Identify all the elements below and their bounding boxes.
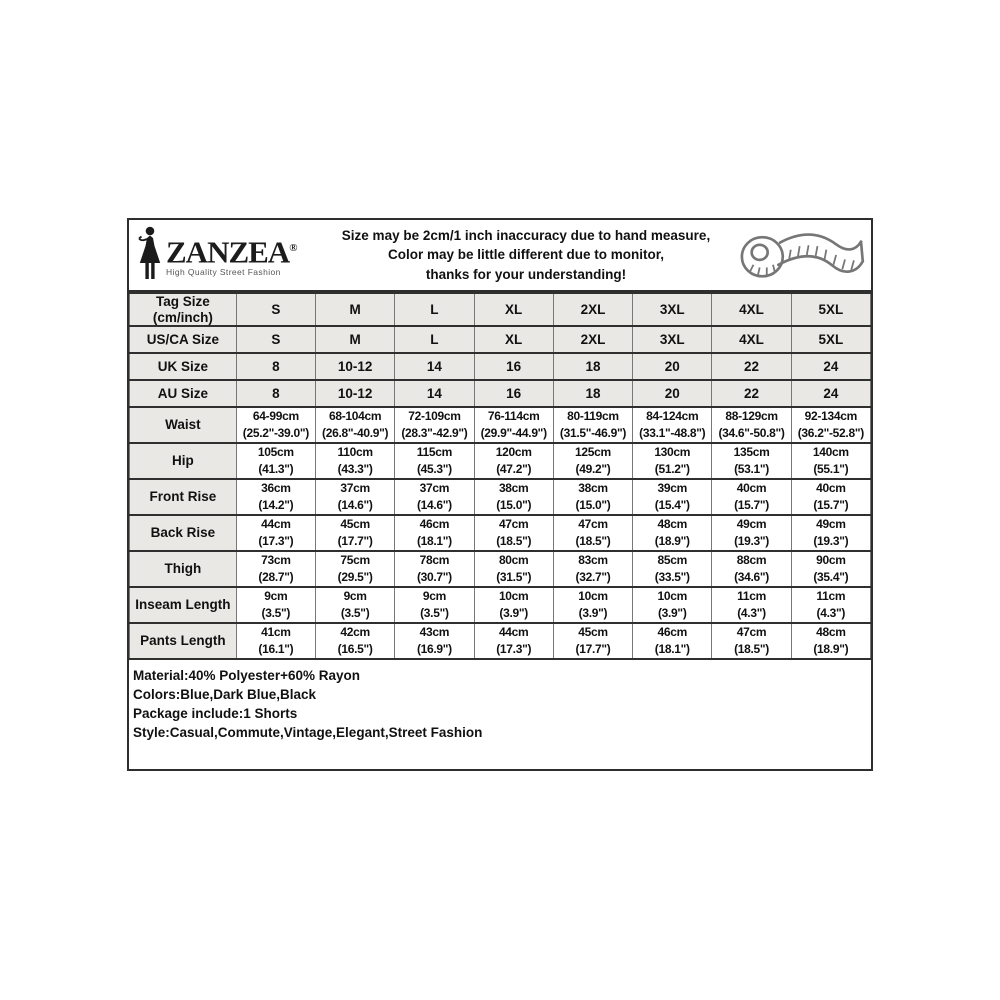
table-cell (236, 443, 315, 479)
cell-inch-value: (32.7") (575, 570, 611, 585)
table-cell: 5XL (791, 326, 870, 353)
cell-cm-value: 49cm (736, 517, 767, 532)
cell-inch-value: (29.9"-44.9") (480, 426, 547, 441)
cell-inch-value: (31.5") (496, 570, 532, 585)
table-cell: 10-12 (315, 380, 394, 407)
row-label (130, 587, 237, 623)
table-cell: 24 (791, 353, 870, 380)
table-cell: 3XL (633, 293, 712, 326)
table-row-uk-size (130, 353, 871, 380)
cell-inch-value: (3.9") (499, 606, 528, 621)
cell-inch-value: (33.1"-48.8") (639, 426, 706, 441)
table-row-us-ca-size (130, 326, 871, 353)
table-cell: 16 (474, 353, 553, 380)
cell-inch-value: (18.5") (575, 534, 611, 549)
table-cell (474, 515, 553, 551)
cell-cm-value: 68-104cm (328, 409, 382, 424)
cell-cm-value: 10cm (498, 589, 529, 604)
table-cell (553, 515, 632, 551)
table-cell (633, 551, 712, 587)
table-cell (474, 479, 553, 515)
row-label-text: AU Size (157, 385, 208, 401)
size-chart-table (129, 292, 871, 660)
table-cell (712, 587, 791, 623)
cell-cm-value: 42cm (340, 625, 370, 640)
table-cell: 8 (236, 380, 315, 407)
row-label-text: UK Size (157, 358, 208, 374)
cell-inch-value: (34.6"-50.8") (718, 426, 785, 441)
cell-cm-value: 105cm (257, 445, 294, 460)
row-label (130, 515, 237, 551)
table-cell (553, 443, 632, 479)
cell-cm-value: 80-119cm (567, 409, 619, 424)
tape-measure-icon (723, 223, 871, 287)
table-cell (712, 551, 791, 587)
cell-inch-value: (43.3") (337, 462, 373, 477)
woman-silhouette-icon (136, 226, 163, 284)
table-cell: 24 (791, 380, 870, 407)
cell-inch-value: (17.7") (337, 534, 373, 549)
cell-cm-value: 11cm (737, 589, 766, 604)
cell-inch-value: (3.9") (578, 606, 608, 621)
table-cell (633, 587, 712, 623)
cell-cm-value: 130cm (654, 445, 691, 460)
cell-cm-value: 41cm (261, 625, 291, 640)
cell-cm-value: 64-99cm (252, 409, 299, 424)
table-cell (315, 623, 394, 659)
row-label (130, 623, 237, 659)
cell-inch-value: (18.1") (416, 534, 452, 549)
cell-cm-value: 37cm (340, 481, 370, 496)
table-cell (791, 551, 870, 587)
row-label (130, 443, 237, 479)
row-label (130, 551, 237, 587)
table-cell (315, 515, 394, 551)
registered-mark: ® (289, 241, 298, 254)
table-cell (791, 587, 870, 623)
cell-inch-value: (15.7") (813, 498, 849, 513)
table-cell (474, 443, 553, 479)
table-row-tag-size (130, 293, 871, 326)
cell-cm-value: 83cm (578, 553, 608, 568)
table-cell (633, 407, 712, 443)
cell-cm-value: 49cm (816, 517, 846, 532)
row-label-text: Inseam Length (135, 597, 231, 613)
row-label (130, 380, 237, 407)
cell-inch-value: (18.5") (734, 642, 769, 657)
brand-logo (129, 226, 329, 284)
table-cell (553, 587, 632, 623)
cell-inch-value: (26.8"-40.9") (322, 426, 389, 441)
table-cell: XL (474, 326, 553, 353)
cell-cm-value: 120cm (495, 445, 532, 460)
cell-cm-value: 45cm (340, 517, 370, 532)
row-label-text: Front Rise (149, 489, 217, 505)
table-cell (791, 623, 870, 659)
row-label (130, 326, 237, 353)
table-cell (633, 479, 712, 515)
cell-inch-value: (15.4") (654, 498, 690, 513)
table-cell (633, 515, 712, 551)
table-cell: XL (474, 293, 553, 326)
table-cell (236, 515, 315, 551)
cell-cm-value: 73cm (261, 553, 291, 568)
cell-inch-value: (51.2") (654, 462, 690, 477)
table-cell (553, 479, 632, 515)
table-cell: 22 (712, 353, 791, 380)
cell-cm-value: 44cm (498, 625, 529, 640)
table-cell: S (236, 293, 315, 326)
table-cell (712, 515, 791, 551)
cell-cm-value: 37cm (419, 481, 450, 496)
cell-inch-value: (16.1") (258, 642, 294, 657)
cell-cm-value: 40cm (816, 481, 846, 496)
cell-inch-value: (17.3") (258, 534, 294, 549)
table-cell (553, 551, 632, 587)
table-cell (395, 515, 474, 551)
table-cell: 16 (474, 380, 553, 407)
cell-inch-value: (14.6") (337, 498, 373, 513)
table-cell (791, 443, 870, 479)
cell-inch-value: (47.2") (496, 462, 532, 477)
row-label-text: Thigh (164, 561, 202, 577)
cell-inch-value: (18.9") (813, 642, 849, 657)
product-notes (129, 660, 871, 742)
cell-inch-value: (14.2") (258, 498, 294, 513)
table-cell: 18 (553, 353, 632, 380)
table-cell (395, 407, 474, 443)
disclaimer-line-1: Size may be 2cm/1 inch inaccuracy due to hand measure, (341, 227, 711, 243)
table-cell: S (236, 326, 315, 353)
table-cell (315, 479, 394, 515)
row-label-subtext: (cm/inch) (152, 309, 213, 325)
cell-cm-value: 78cm (419, 553, 450, 568)
table-cell (395, 623, 474, 659)
cell-inch-value: (18.1") (654, 642, 690, 657)
brand-tagline: High Quality Street Fashion (166, 267, 281, 278)
table-cell (236, 623, 315, 659)
cell-inch-value: (19.3") (813, 534, 849, 549)
cell-inch-value: (19.3") (734, 534, 769, 549)
cell-inch-value: (16.9") (416, 642, 452, 657)
cell-inch-value: (3.5") (420, 606, 449, 621)
disclaimer-line-3: thanks for your understanding! (425, 266, 627, 282)
cell-cm-value: 90cm (816, 553, 846, 568)
table-cell (712, 443, 791, 479)
table-cell: 2XL (553, 326, 632, 353)
cell-cm-value: 135cm (733, 445, 770, 460)
cell-cm-value: 43cm (419, 625, 450, 640)
table-cell: 14 (395, 353, 474, 380)
row-label (130, 293, 237, 326)
table-row-hip (130, 443, 871, 479)
cell-inch-value: (35.4") (813, 570, 849, 585)
cell-inch-value: (41.3") (258, 462, 294, 477)
cell-cm-value: 76-114cm (487, 409, 540, 424)
table-cell (236, 407, 315, 443)
note-style: Style:Casual,Commute,Vintage,Elegant,Street Fashion (133, 725, 483, 741)
cell-cm-value: 47cm (578, 517, 608, 532)
cell-inch-value: (14.6") (416, 498, 452, 513)
cell-cm-value: 115cm (416, 445, 453, 460)
cell-cm-value: 9cm (264, 589, 288, 604)
table-row-inseam-length (130, 587, 871, 623)
cell-cm-value: 11cm (816, 589, 846, 604)
cell-cm-value: 80cm (498, 553, 529, 568)
cell-inch-value: (17.7") (575, 642, 611, 657)
cell-inch-value: (49.2") (575, 462, 611, 477)
table-cell (791, 479, 870, 515)
table-cell: 18 (553, 380, 632, 407)
cell-cm-value: 40cm (736, 481, 767, 496)
table-cell (553, 407, 632, 443)
disclaimer-line-2: Color may be little different due to monitor, (387, 247, 665, 263)
cell-cm-value: 47cm (736, 625, 767, 640)
cell-cm-value: 48cm (816, 625, 846, 640)
cell-cm-value: 38cm (578, 481, 608, 496)
table-cell: M (315, 326, 394, 353)
cell-inch-value: (53.1") (734, 462, 769, 477)
table-cell (236, 479, 315, 515)
table-row-thigh (130, 551, 871, 587)
cell-cm-value: 36cm (261, 481, 291, 496)
measure-disclaimer (329, 226, 723, 285)
cell-cm-value: 10cm (657, 589, 687, 604)
cell-inch-value: (15.7") (734, 498, 769, 513)
cell-cm-value: 72-109cm (408, 409, 461, 424)
table-cell: 20 (633, 380, 712, 407)
table-cell: 14 (395, 380, 474, 407)
table-cell (474, 587, 553, 623)
cell-cm-value: 88cm (736, 553, 767, 568)
sheet-header (129, 220, 871, 292)
table-cell: 8 (236, 353, 315, 380)
table-cell (633, 623, 712, 659)
cell-inch-value: (3.5") (261, 606, 291, 621)
cell-inch-value: (16.5") (337, 642, 373, 657)
cell-cm-value: 38cm (498, 481, 529, 496)
table-row-waist (130, 407, 871, 443)
table-cell: L (395, 326, 474, 353)
cell-inch-value: (18.5") (496, 534, 532, 549)
row-label-text: Pants Length (140, 633, 226, 649)
table-cell (474, 623, 553, 659)
cell-inch-value: (55.1") (813, 462, 849, 477)
row-label (130, 353, 237, 380)
cell-inch-value: (33.5") (654, 570, 690, 585)
table-cell: 2XL (553, 293, 632, 326)
table-cell (395, 443, 474, 479)
row-label-text: Tag Size (155, 294, 210, 309)
cell-inch-value: (28.7") (258, 570, 294, 585)
table-cell (474, 407, 553, 443)
cell-inch-value: (29.5") (337, 570, 373, 585)
table-cell (315, 587, 394, 623)
table-cell (712, 407, 791, 443)
cell-inch-value: (31.5"-46.9") (559, 426, 627, 441)
row-label-text: US/CA Size (146, 331, 219, 347)
table-row-au-size (130, 380, 871, 407)
row-label-text: Hip (171, 453, 194, 469)
table-cell (553, 623, 632, 659)
cell-inch-value: (30.7") (416, 570, 452, 585)
cell-cm-value: 10cm (578, 589, 608, 604)
table-cell: 4XL (712, 326, 791, 353)
cell-cm-value: 125cm (575, 445, 611, 460)
table-cell (395, 587, 474, 623)
table-cell (633, 443, 712, 479)
cell-cm-value: 48cm (657, 517, 687, 532)
table-cell (712, 623, 791, 659)
table-cell: 4XL (712, 293, 791, 326)
cell-inch-value: (4.3") (816, 606, 846, 621)
table-row-pants-length (130, 623, 871, 659)
cell-cm-value: 110cm (337, 445, 373, 460)
cell-cm-value: 44cm (261, 517, 291, 532)
note-material: Material:40% Polyester+60% Rayon (133, 668, 360, 684)
row-label (130, 479, 237, 515)
cell-cm-value: 39cm (657, 481, 687, 496)
table-row-front-rise (130, 479, 871, 515)
cell-inch-value: (15.0") (496, 498, 532, 513)
cell-inch-value: (18.9") (654, 534, 690, 549)
table-cell (315, 551, 394, 587)
cell-inch-value: (36.2"-52.8") (797, 426, 864, 441)
table-cell: 5XL (791, 293, 870, 326)
cell-inch-value: (28.3"-42.9") (401, 426, 468, 441)
cell-cm-value: 9cm (343, 589, 367, 604)
note-colors: Colors:Blue,Dark Blue,Black (133, 687, 317, 703)
cell-inch-value: (3.5") (340, 606, 370, 621)
table-cell: 22 (712, 380, 791, 407)
cell-inch-value: (25.2"-39.0") (242, 426, 309, 441)
cell-cm-value: 9cm (422, 589, 446, 604)
cell-cm-value: 92-134cm (804, 409, 857, 424)
brand-text-block (166, 233, 297, 277)
table-cell (395, 551, 474, 587)
cell-inch-value: (3.9") (657, 606, 687, 621)
cell-inch-value: (34.6") (734, 570, 769, 585)
cell-cm-value: 75cm (340, 553, 370, 568)
cell-cm-value: 45cm (578, 625, 608, 640)
table-cell: M (315, 293, 394, 326)
cell-cm-value: 85cm (657, 553, 687, 568)
brand-name: ZANZEA® (166, 234, 298, 270)
cell-cm-value: 84-124cm (646, 409, 699, 424)
cell-cm-value: 140cm (812, 445, 849, 460)
cell-inch-value: (17.3") (496, 642, 532, 657)
table-cell (791, 407, 870, 443)
table-cell (712, 479, 791, 515)
cell-cm-value: 47cm (498, 517, 529, 532)
cell-cm-value: 46cm (419, 517, 450, 532)
table-cell: 3XL (633, 326, 712, 353)
table-cell (791, 515, 870, 551)
table-cell: 10-12 (315, 353, 394, 380)
row-label-text: Back Rise (150, 525, 216, 541)
table-cell: 20 (633, 353, 712, 380)
table-cell (236, 551, 315, 587)
table-cell (236, 587, 315, 623)
size-chart-sheet (127, 218, 873, 771)
table-row-back-rise (130, 515, 871, 551)
cell-cm-value: 88-129cm (725, 409, 778, 424)
table-cell (315, 443, 394, 479)
table-cell (315, 407, 394, 443)
cell-cm-value: 46cm (657, 625, 687, 640)
row-label (130, 407, 237, 443)
cell-inch-value: (15.0") (575, 498, 611, 513)
cell-inch-value: (45.3") (416, 462, 452, 477)
table-cell (474, 551, 553, 587)
table-cell: L (395, 293, 474, 326)
cell-inch-value: (4.3") (737, 606, 766, 621)
note-package: Package include:1 Shorts (133, 706, 298, 722)
table-cell (395, 479, 474, 515)
row-label-text: Waist (165, 417, 201, 433)
